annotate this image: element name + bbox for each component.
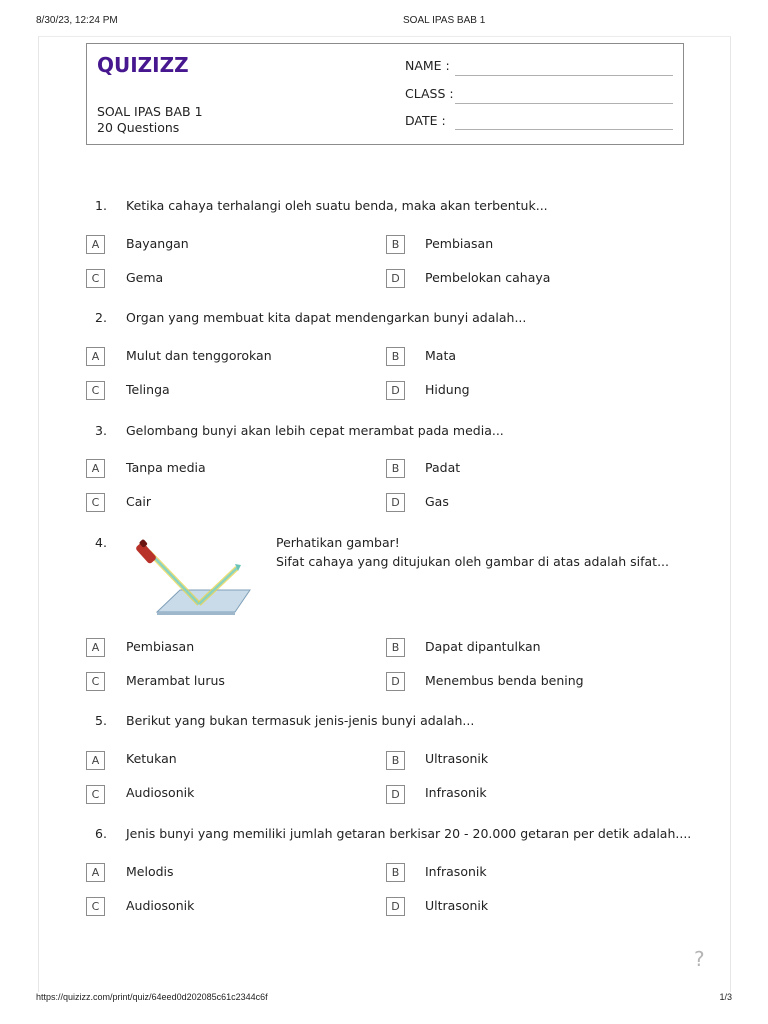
date-line [455, 129, 673, 130]
option-letter-box: C [86, 672, 105, 691]
question-1-text: Ketika cahaya terhalangi oleh suatu benda, maka akan terbentuk... [126, 198, 548, 213]
question-5-text: Berikut yang bukan termasuk jenis-jenis bunyi adalah... [126, 713, 475, 728]
option-letter-box: B [386, 347, 405, 366]
print-header [36, 15, 732, 31]
option-letter-box: D [386, 785, 405, 804]
question-2-text: Organ yang membuat kita dapat mendengarkan bunyi adalah... [126, 310, 527, 325]
option-text: Gema [126, 270, 164, 285]
option-text: Telinga [126, 382, 170, 397]
option-letter-box: B [386, 863, 405, 882]
option-letter-box: B [386, 459, 405, 478]
question-6-text: Jenis bunyi yang memiliki jumlah getaran berkisar 20 - 20.000 getaran per detik adalah.... [126, 826, 692, 841]
light-reflection-illustration [135, 538, 255, 616]
help-icon[interactable]: ? [694, 947, 705, 971]
option-letter-box: D [386, 897, 405, 916]
option-letter-box: A [86, 235, 105, 254]
option-text: Pembiasan [425, 236, 494, 251]
quiz-title: SOAL IPAS BAB 1 [97, 104, 203, 119]
option-text: Bayangan [126, 236, 189, 251]
option-text: Padat [425, 460, 461, 475]
option-letter-box: A [86, 459, 105, 478]
option-text: Hidung [425, 382, 470, 397]
page-number: 1/3 [719, 992, 732, 1002]
option-letter-box: C [86, 381, 105, 400]
option-letter-box: A [86, 638, 105, 657]
question-2-number: 2. [95, 310, 107, 325]
option-letter-box: C [86, 493, 105, 512]
quiz-title-block [97, 104, 203, 136]
option-letter-box: C [86, 897, 105, 916]
option-letter-box: D [386, 269, 405, 288]
option-letter-box: A [86, 347, 105, 366]
option-text: Cair [126, 494, 151, 509]
question-5-number: 5. [95, 713, 107, 728]
question-4-text-line-2: Sifat cahaya yang ditujukan oleh gambar di atas adalah sifat... [276, 554, 669, 569]
print-url: https://quizizz.com/print/quiz/64eed0d202085c61c2344c6f [36, 992, 268, 1002]
option-text: Menembus benda bening [425, 673, 584, 688]
worksheet-header-box [86, 43, 684, 145]
option-text: Ultrasonik [425, 751, 489, 766]
question-3-number: 3. [95, 423, 107, 438]
option-letter-box: B [386, 235, 405, 254]
option-letter-box: A [86, 751, 105, 770]
question-6-number: 6. [95, 826, 107, 841]
print-title: SOAL IPAS BAB 1 [403, 15, 486, 26]
option-text: Infrasonik [425, 864, 487, 879]
print-footer [36, 992, 732, 1006]
option-letter-box: C [86, 269, 105, 288]
option-letter-box: A [86, 863, 105, 882]
date-label: DATE : [405, 113, 446, 128]
option-text: Mata [425, 348, 457, 363]
option-letter-box: D [386, 493, 405, 512]
question-4-text-line-1: Perhatikan gambar! [276, 535, 400, 550]
option-text: Tanpa media [126, 460, 206, 475]
option-letter-box: D [386, 672, 405, 691]
option-text: Mulut dan tenggorokan [126, 348, 272, 363]
worksheet [38, 36, 731, 992]
question-3-text: Gelombang bunyi akan lebih cepat merambat pada media... [126, 423, 504, 438]
option-text: Audiosonik [126, 898, 195, 913]
option-text: Ultrasonik [425, 898, 489, 913]
quizizz-logo: QUIZIZZ [97, 53, 189, 77]
option-text: Merambat lurus [126, 673, 225, 688]
option-text: Melodis [126, 864, 174, 879]
print-datetime: 8/30/23, 12:24 PM [36, 15, 118, 26]
question-4-text [276, 533, 669, 571]
name-line [455, 75, 673, 76]
option-text: Audiosonik [126, 785, 195, 800]
option-text: Dapat dipantulkan [425, 639, 541, 654]
option-text: Pembelokan cahaya [425, 270, 551, 285]
option-letter-box: B [386, 751, 405, 770]
class-line [455, 103, 673, 104]
option-letter-box: C [86, 785, 105, 804]
option-text: Pembiasan [126, 639, 195, 654]
name-label: NAME : [405, 58, 450, 73]
option-text: Infrasonik [425, 785, 487, 800]
question-1-number: 1. [95, 198, 107, 213]
class-label: CLASS : [405, 86, 454, 101]
option-text: Gas [425, 494, 449, 509]
question-count: 20 Questions [97, 120, 180, 135]
option-letter-box: B [386, 638, 405, 657]
option-letter-box: D [386, 381, 405, 400]
question-4-number: 4. [95, 535, 107, 550]
option-text: Ketukan [126, 751, 177, 766]
